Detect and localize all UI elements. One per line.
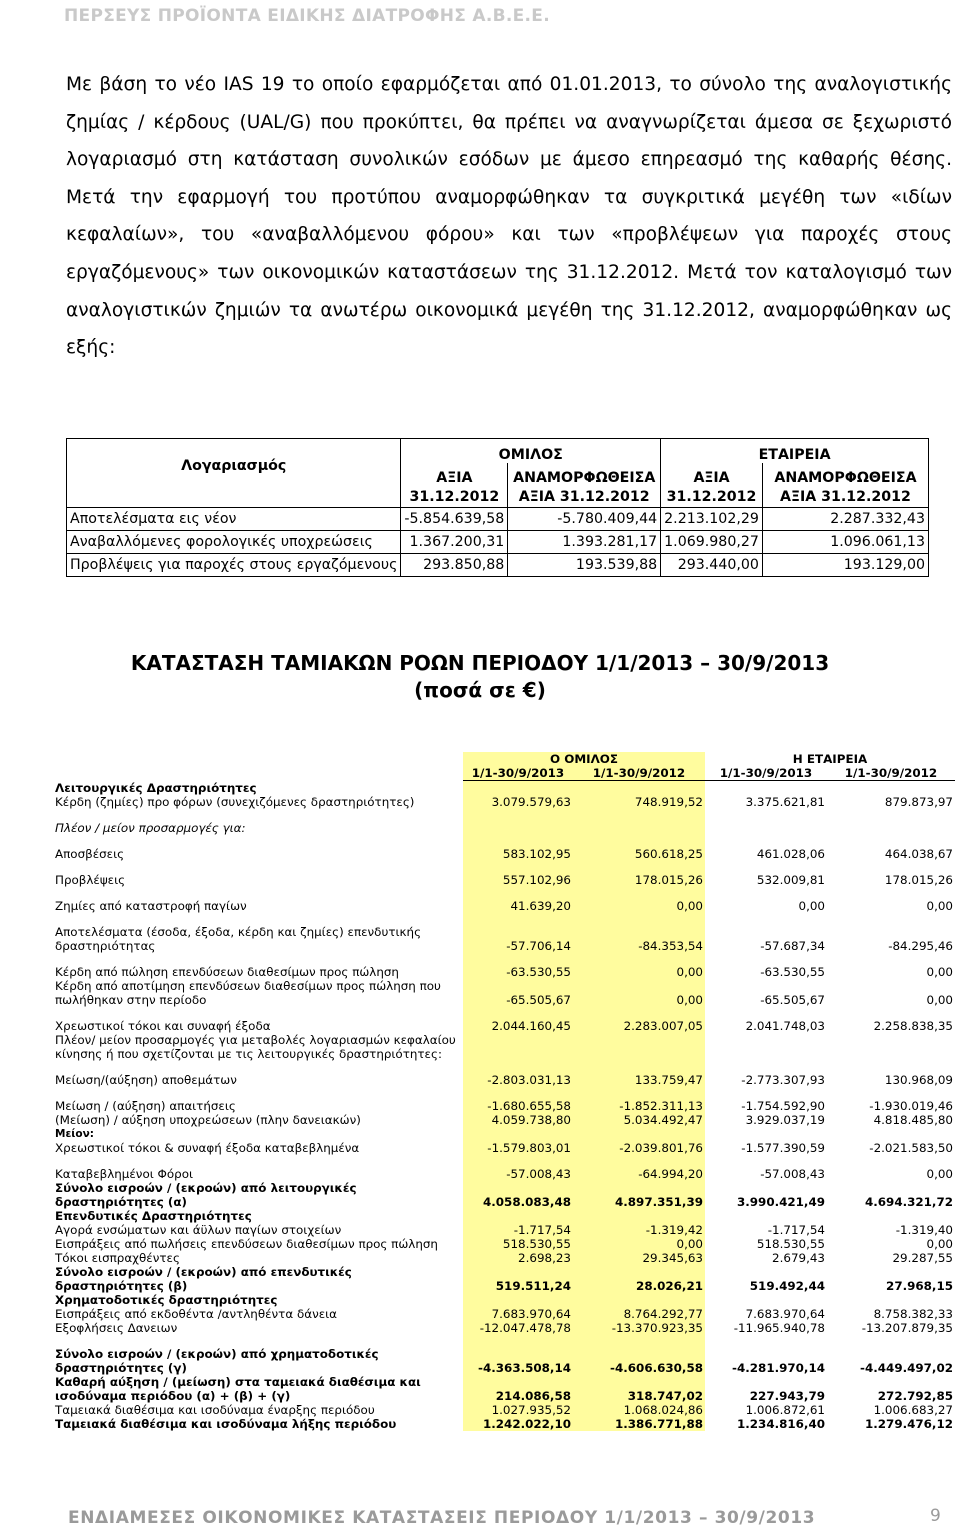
cashflow-row: [53, 1113, 955, 1127]
company-2013-value: -1.717,54: [767, 1223, 825, 1237]
company-2013-value: 518.530,55: [756, 1237, 825, 1251]
cashflow-label: Σύνολο εισροών / (εκροών) από χρηματοδοτικές δραστηριότητες (γ): [55, 1347, 379, 1375]
cashflow-row: [53, 873, 955, 887]
group-2013-value: 557.102,96: [463, 873, 573, 887]
company-2012-value: 0,00: [926, 1167, 953, 1181]
group-2012-value: 29.345,63: [573, 1251, 705, 1265]
cashflow-row: [53, 795, 955, 809]
intro-paragraph: Με βάση το νέο IAS 19 το οποίο εφαρμόζεται από 01.01.2013, το σύνολο της αναλογιστικής ζημίας / κέρδους (UAL/G) που προκύπτει, θα πρέπει να αναγνωρίζεται άμεσα σε ξεχωριστό λογαριασμό στη κατάσταση συνολικών εσόδων με άμεσο επηρεασμό της καθαρής θέσης. Μετά την εφαρμογή του προτύπου αναμορφώθηκαν τα συγκριτικά μεγέθη των «ιδίων κεφαλαίων», του «αναβαλλόμενου φόρου» και των «προβλέψεων για παροχές στους εργαζόμενους» των οικονομικών καταστάσεων της 31.12.2012. Μετά τον καταλογισμό των αναλογιστικών ζημιών τα ανωτέρω οικονομικά μεγέθη της 31.12.2012, αναμορφώθηκαν ως εξής:: [66, 74, 952, 359]
cashflow-row: [53, 835, 955, 847]
cashflow-row: [53, 1019, 955, 1033]
cashflow-label: Προβλέψεις: [55, 873, 126, 887]
company-2013-value: 3.929.037,19: [745, 1113, 825, 1127]
group-restated-value: -5.780.409,44: [508, 508, 661, 531]
company-2012-value: -1.930.019,46: [869, 1099, 953, 1113]
cashflow-label: Χρηματοδοτικές δραστηριότητες: [55, 1293, 278, 1307]
company-2013-value: -4.281.970,14: [732, 1361, 825, 1375]
cf-period-1: 1/1-30/9/2013: [463, 766, 573, 781]
accounts-header: Λογαριασμός: [67, 439, 401, 508]
cashflow-row: [53, 913, 955, 925]
group-2012-value: 4.897.351,39: [573, 1181, 705, 1209]
company-2012-value: 178.015,26: [884, 873, 953, 887]
company-2012-value: 0,00: [926, 965, 953, 979]
cashflow-row: [53, 1417, 955, 1431]
company-value-header: ΑΞΙΑ 31.12.2012: [661, 463, 763, 508]
cashflow-row: [53, 1237, 955, 1251]
cf-period-4: 1/1-30/9/2012: [827, 766, 955, 781]
company-2013-value: 2.679,43: [772, 1251, 825, 1265]
cashflow-label: Χρεωστικοί τόκοι και συναφή έξοδα: [55, 1019, 271, 1033]
cashflow-label: Ταμειακά διαθέσιμα και ισοδύναμα έναρξης περιόδου: [55, 1403, 375, 1417]
group-2012-value: 1.386.771,88: [573, 1417, 705, 1431]
group-restated-value: 193.539,88: [508, 554, 661, 577]
group-2012-value: -64.994,20: [573, 1167, 705, 1181]
cashflow-row: [53, 925, 955, 953]
cashflow-label: Μείωση/(αύξηση) αποθεμάτων: [55, 1073, 237, 1087]
group-2013-value: 2.044.160,45: [463, 1019, 573, 1033]
company-2013-value: 1.006.872,61: [745, 1403, 825, 1417]
group-2013-value: -2.803.031,13: [463, 1073, 573, 1087]
group-2012-value: 0,00: [573, 965, 705, 979]
cashflow-label: Ταμειακά διαθέσιμα και ισοδύναμα λήξης περιόδου: [55, 1417, 397, 1431]
group-2012-value: 748.919,52: [573, 795, 705, 809]
row-label: Προβλέψεις για παροχές στους εργαζόμενους: [67, 554, 401, 577]
cashflow-row: [53, 1061, 955, 1073]
restatement-row: [67, 554, 929, 577]
company-2013-value: -57.008,43: [760, 1167, 825, 1181]
cashflow-label: Κέρδη (ζημίες) προ φόρων (συνεχιζόμενες δραστηριότητες): [55, 795, 415, 809]
group-2013-value: -1.680.655,58: [463, 1099, 573, 1113]
cashflow-label: (Μείωση) / αύξηση υποχρεώσεων (πλην δανειακών): [55, 1113, 361, 1127]
cashflow-label: Εισπράξεις από πωλήσεις επενδύσεων διαθεσίμων προς πώληση: [55, 1237, 438, 1251]
group-2013-value: -65.505,67: [463, 979, 573, 1007]
company-2013-value: -2.773.307,93: [741, 1073, 825, 1087]
cf-period-2: 1/1-30/9/2012: [573, 766, 705, 781]
company-2013-value: 1.234.816,40: [736, 1417, 825, 1431]
group-2012-value: -84.353,54: [573, 925, 705, 953]
group-2012-value: 560.618,25: [573, 847, 705, 861]
cashflow-label: Εισπράξεις από εκδοθέντα /αντληθέντα δάνεια: [55, 1307, 337, 1321]
company-restated-value: 193.129,00: [762, 554, 928, 577]
group-2013-value: 4.059.738,80: [463, 1113, 573, 1127]
company-2013-value: 227.943,79: [749, 1389, 825, 1403]
company-2013-value: -1.754.592,90: [741, 1099, 825, 1113]
group-2013-value: -1.579.803,01: [463, 1141, 573, 1155]
cashflow-label: Αποσβέσεις: [55, 847, 125, 861]
cashflow-label: Σύνολο εισροών / (εκροών) από επενδυτικές δραστηριότητες (β): [55, 1265, 352, 1293]
company-value: 1.069.980,27: [661, 531, 763, 554]
group-restated-value: 1.393.281,17: [508, 531, 661, 554]
group-restated-header: ΑΝΑΜΟΡΦΩΘΕΙΣΑ ΑΞΙΑ 31.12.2012: [508, 463, 661, 508]
cashflow-row: [53, 1181, 955, 1209]
company-2013-value: 3.990.421,49: [736, 1195, 825, 1209]
restatement-row: [67, 531, 929, 554]
cashflow-row: [53, 1251, 955, 1265]
row-label: Αποτελέσματα εις νέον: [67, 508, 401, 531]
group-value: 293.850,88: [401, 554, 508, 577]
company-2012-value: -84.295,46: [888, 939, 953, 953]
cashflow-row: [53, 1155, 955, 1167]
group-2013-value: 7.683.970,64: [463, 1307, 573, 1321]
cashflow-label: Επενδυτικές Δραστηριότητες: [55, 1209, 252, 1223]
cashflow-row: [53, 821, 955, 835]
intro-text: [66, 66, 952, 367]
cashflow-label: Τόκοι εισπραχθέντες: [55, 1251, 180, 1265]
cashflow-row: [53, 1209, 955, 1223]
group-2013-value: 518.530,55: [463, 1237, 573, 1251]
company-2012-value: 2.258.838,35: [873, 1019, 953, 1033]
company-2012-value: 272.792,85: [877, 1389, 953, 1403]
group-2013-value: -12.047.478,78: [463, 1321, 573, 1335]
cashflow-row: [53, 1265, 955, 1293]
cashflow-row: [53, 1403, 955, 1417]
cashflow-label: Καθαρή αύξηση / (μείωση) στα ταμειακά διαθέσιμα και ισοδύναμα περιόδου (α) + (β) + (γ): [55, 1375, 421, 1403]
cashflow-label: Μείον:: [55, 1128, 94, 1140]
cashflow-label: Κέρδη από αποτίμηση επενδύσεων διαθεσίμων προς πώληση που πωλήθηκαν στην περίοδο: [55, 979, 441, 1007]
group-2013-value: -57.008,43: [463, 1167, 573, 1181]
group-2012-value: 5.034.492,47: [573, 1113, 705, 1127]
cf-company-header: Η ΕΤΑΙΡΕΙΑ: [792, 752, 868, 766]
cashflow-label: Καταβεβλημένοι Φόροι: [55, 1167, 194, 1181]
company-2013-value: -63.530,55: [760, 965, 825, 979]
group-2013-value: 4.058.083,48: [463, 1181, 573, 1209]
cashflow-row: [53, 1167, 955, 1181]
cashflow-row: [53, 979, 955, 1007]
cashflow-row: [53, 953, 955, 965]
group-value: -5.854.639,58: [401, 508, 508, 531]
company-2012-value: 8.758.382,33: [873, 1307, 953, 1321]
group-2012-value: 133.759,47: [573, 1073, 705, 1087]
company-restated-header: ΑΝΑΜΟΡΦΩΘΕΙΣΑ ΑΞΙΑ 31.12.2012: [762, 463, 928, 508]
cashflow-row: [53, 1307, 955, 1321]
company-header: ΠΕΡΣΕΥΣ ΠΡΟΪΟΝΤΑ ΕΙΔΙΚΗΣ ΔΙΑΤΡΟΦΗΣ Α.Β.Ε.Ε.: [64, 6, 550, 26]
group-2013-value: -63.530,55: [463, 965, 573, 979]
group-2013-value: 519.511,24: [463, 1265, 573, 1293]
group-2012-value: -4.606.630,58: [573, 1347, 705, 1375]
cashflow-row: [53, 861, 955, 873]
company-2012-value: 1.279.476,12: [864, 1417, 953, 1431]
group-2012-value: 0,00: [573, 899, 705, 913]
cashflow-row: [53, 887, 955, 899]
company-2012-value: 879.873,97: [884, 795, 953, 809]
cashflow-row: [53, 809, 955, 821]
cashflow-label: Κέρδη από πώληση επενδύσεων διαθεσίμων προς πώληση: [55, 965, 399, 979]
company-2012-value: -2.021.583,50: [869, 1141, 953, 1155]
group-2013-value: -57.706,14: [463, 925, 573, 953]
group-2013-value: -1.717,54: [463, 1223, 573, 1237]
cashflow-label: Αποτελέσματα (έσοδα, έξοδα, κέρδη και ζημίες) επενδυτικής δραστηριότητας: [55, 925, 422, 953]
group-2012-value: 0,00: [573, 1237, 705, 1251]
cashflow-label: Χρεωστικοί τόκοι & συναφή έξοδα καταβεβλημένα: [55, 1141, 360, 1155]
group-2013-value: 214.086,58: [463, 1375, 573, 1403]
cashflow-row: [53, 781, 955, 796]
cashflow-row: [53, 1293, 955, 1307]
company-2012-value: 1.006.683,27: [873, 1403, 953, 1417]
group-value-header: ΑΞΙΑ 31.12.2012: [401, 463, 508, 508]
group-value: 1.367.200,31: [401, 531, 508, 554]
group-2013-value: 583.102,95: [463, 847, 573, 861]
cashflow-title: ΚΑΤΑΣΤΑΣΗ ΤΑΜΙΑΚΩΝ ΡΟΩΝ ΠΕΡΙΟΔΟΥ 1/1/2013 – 30/9/2013 (ποσά σε €): [130, 651, 830, 702]
group-2012-value: -2.039.801,76: [573, 1141, 705, 1155]
cashflow-label: Μείωση / (αύξηση) απαιτήσεις: [55, 1099, 236, 1113]
cashflow-table: [53, 752, 955, 1431]
footer: ΕΝΔΙΑΜΕΣΕΣ ΟΙΚΟΝΟΜΙΚΕΣ ΚΑΤΑΣΤΑΣΕΙΣ ΠΕΡΙΟΔΟΥ 1/1/2013 – 30/9/2013: [68, 1508, 816, 1528]
cashflow-label: Ζημίες από καταστροφή παγίων: [55, 899, 247, 913]
group-2012-value: 318.747,02: [573, 1375, 705, 1403]
company-2012-value: 0,00: [926, 993, 953, 1007]
cashflow-row: [53, 1127, 955, 1141]
group-2012-value: -1.852.311,13: [573, 1099, 705, 1113]
company-2012-value: -1.319,40: [895, 1223, 953, 1237]
group-2013-value: 41.639,20: [463, 899, 573, 913]
company-restated-value: 2.287.332,43: [762, 508, 928, 531]
cashflow-row: [53, 847, 955, 861]
cashflow-row: [53, 1347, 955, 1375]
restatement-row: [67, 508, 929, 531]
group-2012-value: 2.283.007,05: [573, 1019, 705, 1033]
cashflow-label: Πλέον / μείον προσαρμογές για:: [55, 821, 246, 835]
row-label: Αναβαλλόμενες φορολογικές υποχρεώσεις: [67, 531, 401, 554]
cashflow-label: Αγορά ενσώματων και άϋλων παγίων στοιχείων: [55, 1223, 342, 1237]
cf-group-header: Ο ΟΜΙΛΟΣ: [463, 752, 705, 766]
group-2013-value: 1.242.022,10: [463, 1417, 573, 1431]
cashflow-label: Πλέον/ μείον προσαρμογές για μεταβολές λογαριασμών κεφαλαίου κίνησης ή που σχετίζονται με τις λειτουργικές δραστηριότητες:: [55, 1033, 456, 1061]
company-2013-value: -57.687,34: [760, 939, 825, 953]
company-2012-value: 464.038,67: [884, 847, 953, 861]
company-2012-value: 29.287,55: [892, 1251, 953, 1265]
group-2012-value: 28.026,21: [573, 1265, 705, 1293]
cashflow-label: Εξοφλήσεις Δανειων: [55, 1321, 178, 1335]
company-2013-value: 519.492,44: [749, 1279, 825, 1293]
cashflow-row: [53, 1099, 955, 1113]
company-restated-value: 1.096.061,13: [762, 531, 928, 554]
group-2012-value: -1.319,42: [573, 1223, 705, 1237]
cashflow-label: Λειτουργικές Δραστηριότητες: [55, 780, 257, 795]
group-2012-value: 0,00: [573, 979, 705, 1007]
company-2013-value: 2.041.748,03: [745, 1019, 825, 1033]
cashflow-row: [53, 1073, 955, 1087]
cashflow-row: [53, 1321, 955, 1335]
cashflow-row: [53, 965, 955, 979]
group-2013-value: -4.363.508,14: [463, 1347, 573, 1375]
cashflow-row: [53, 1375, 955, 1403]
cashflow-row: [53, 899, 955, 913]
company-value: 2.213.102,29: [661, 508, 763, 531]
company-2012-value: -13.207.879,35: [861, 1321, 953, 1335]
cashflow-label: Σύνολο εισροών / (εκροών) από λειτουργικές δραστηριότητες (α): [55, 1181, 357, 1209]
company-2013-value: 3.375.621,81: [745, 795, 825, 809]
cashflow-row: [53, 1033, 955, 1061]
company-value: 293.440,00: [661, 554, 763, 577]
cashflow-row: [53, 1087, 955, 1099]
group-2012-value: 1.068.024,86: [573, 1403, 705, 1417]
group-header: ΟΜΙΛΟΣ: [401, 439, 661, 464]
company-2013-value: 0,00: [798, 899, 825, 913]
company-2013-value: -65.505,67: [760, 993, 825, 1007]
group-2012-value: 178.015,26: [573, 873, 705, 887]
company-2012-value: 0,00: [926, 1237, 953, 1251]
cashflow-row: [53, 1141, 955, 1155]
group-2012-value: -13.370.923,35: [573, 1321, 705, 1335]
company-2012-value: 4.694.321,72: [864, 1195, 953, 1209]
page-number: 9: [930, 1506, 941, 1526]
company-2012-value: 130.968,09: [884, 1073, 953, 1087]
company-2013-value: 7.683.970,64: [745, 1307, 825, 1321]
restatement-table: [66, 438, 929, 577]
cashflow-row: [53, 1007, 955, 1019]
company-2012-value: 4.818.485,80: [873, 1113, 953, 1127]
company-2013-value: 461.028,06: [756, 847, 825, 861]
cf-period-3: 1/1-30/9/2013: [705, 766, 827, 781]
group-2013-value: 2.698,23: [463, 1251, 573, 1265]
company-2012-value: 0,00: [926, 899, 953, 913]
company-2012-value: 27.968,15: [886, 1279, 953, 1293]
group-2013-value: 3.079.579,63: [463, 795, 573, 809]
cashflow-row: [53, 1335, 955, 1347]
group-2012-value: 8.764.292,77: [573, 1307, 705, 1321]
group-2013-value: 1.027.935,52: [463, 1403, 573, 1417]
company-2013-value: -1.577.390,59: [741, 1141, 825, 1155]
company-header-cell: ΕΤΑΙΡΕΙΑ: [661, 439, 929, 464]
company-2013-value: -11.965.940,78: [733, 1321, 825, 1335]
cashflow-row: [53, 1223, 955, 1237]
company-2012-value: -4.449.497,02: [860, 1361, 953, 1375]
company-2013-value: 532.009,81: [756, 873, 825, 887]
